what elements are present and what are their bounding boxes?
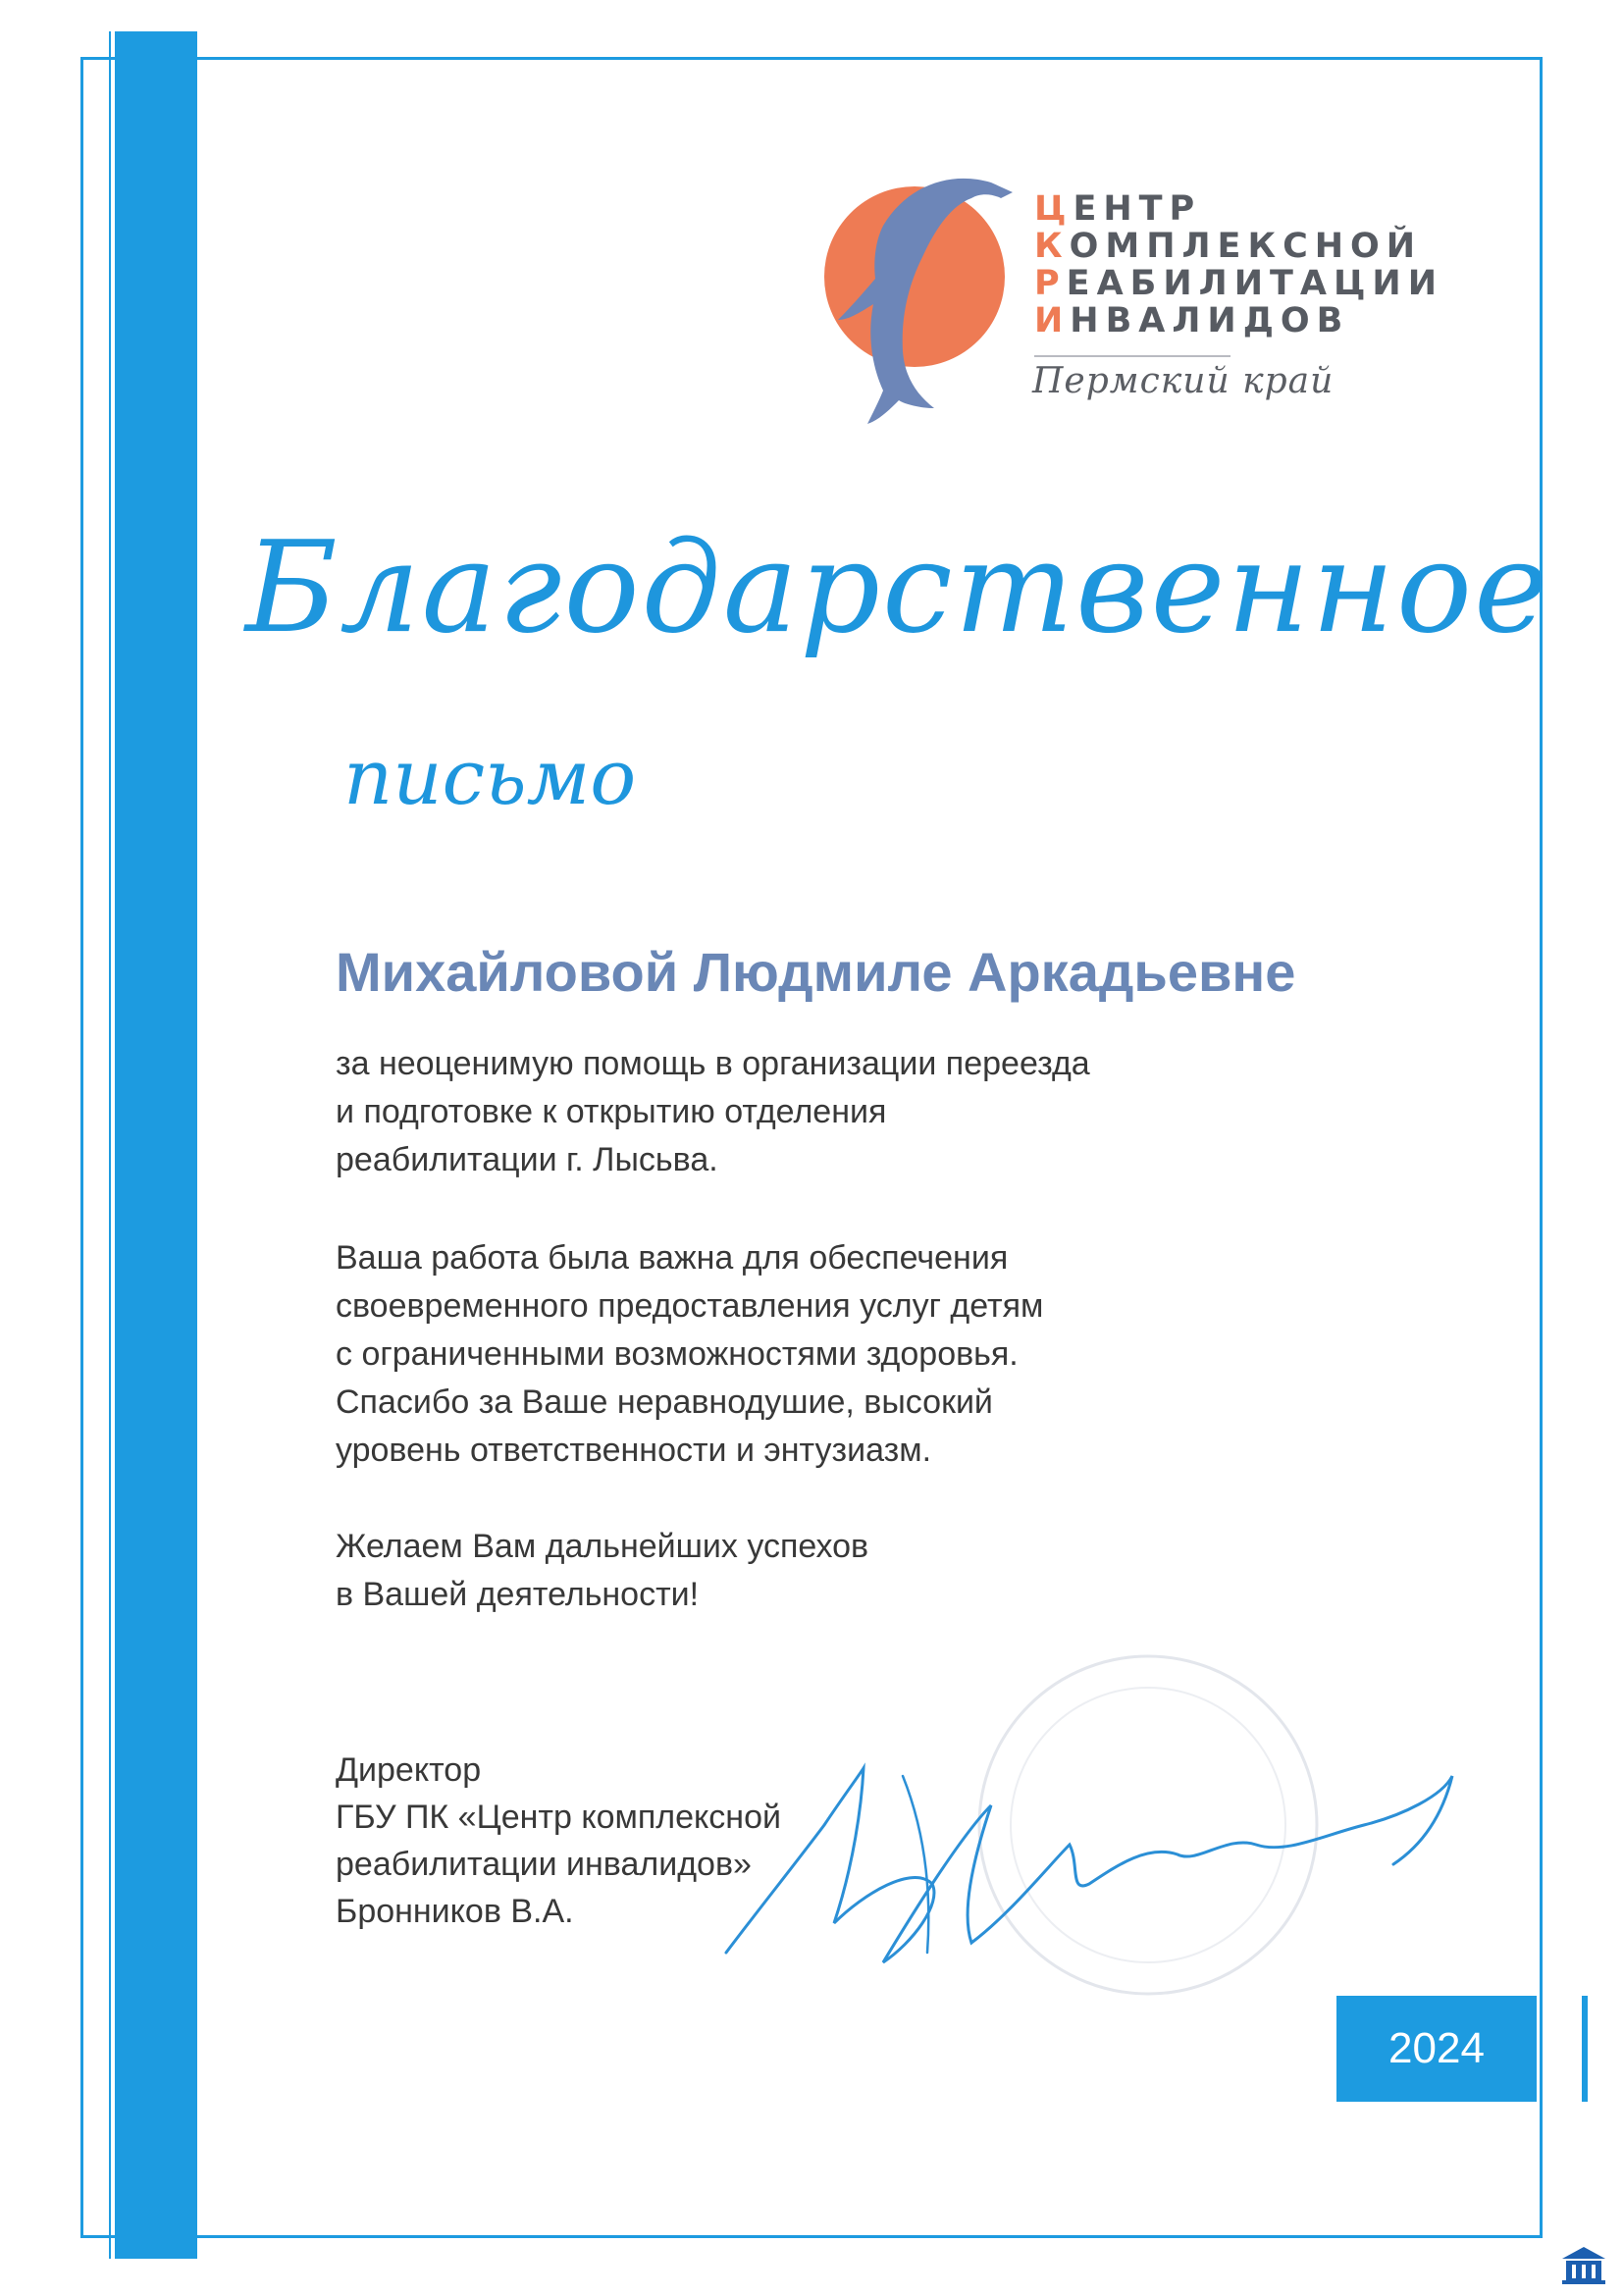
text-line: в Вашей деятельности! [336, 1576, 700, 1613]
paragraph-gratitude [336, 1040, 1090, 1184]
text-line: Спасибо за Ваше неравнодушие, высокий [336, 1383, 993, 1421]
recipient-name: Михайловой Людмиле Аркадьевне [336, 941, 1296, 1003]
text-line: Ваша работа была важна для обеспечения [336, 1239, 1009, 1277]
building-icon [1558, 2243, 1609, 2286]
logo-line-4: ИНВАЛИДОВ [1034, 301, 1350, 340]
signer-organization-cont: реабилитации инвалидов» [336, 1846, 752, 1883]
text-line: с ограниченными возможностями здоровья. [336, 1335, 1019, 1373]
logo-line-3: РЕАБИЛИТАЦИИ [1034, 264, 1443, 303]
signer-organization: ГБУ ПК «Центр комплексной [336, 1799, 781, 1836]
year-badge-edge [1582, 1996, 1588, 2102]
letter-title: Благодарственное [245, 515, 1550, 661]
frame-bottom-line [80, 2235, 1543, 2238]
logo-divider [1034, 355, 1230, 357]
logo-region: Пермский край [1032, 361, 1335, 401]
signer-position: Директор [336, 1751, 482, 1789]
frame-vertical-bar [115, 31, 197, 2259]
text-line: и подготовке к открытию отделения [336, 1093, 887, 1130]
year-label: 2024 [1388, 2024, 1485, 2072]
frame-right-line [1540, 57, 1543, 2237]
frame-bar-edge [109, 31, 111, 2259]
signature-block [336, 1747, 781, 1935]
logo-line-1: ЦЕНТР [1034, 189, 1202, 229]
paragraph-wishes [336, 1523, 868, 1619]
letter-subtitle: письмо [343, 734, 637, 822]
year-badge [1336, 1996, 1537, 2102]
logo-wordmark [1034, 190, 1443, 339]
paragraph-work [336, 1234, 1043, 1475]
text-line: Желаем Вам дальнейших успехов [336, 1528, 869, 1565]
text-line: уровень ответственности и энтузиазм. [336, 1432, 932, 1469]
handwritten-signature [716, 1717, 1462, 1982]
frame-left-line [80, 57, 83, 2237]
text-line: за неоценимую помощь в организации переезда [336, 1045, 1090, 1082]
text-line: реабилитации г. Лысьва. [336, 1141, 718, 1178]
signer-name: Бронников В.А. [336, 1893, 574, 1930]
logo-line-2: КОМПЛЕКСНОЙ [1034, 227, 1423, 266]
text-line: своевременного предоставления услуг детям [336, 1287, 1044, 1325]
frame-top-line [80, 57, 1543, 60]
